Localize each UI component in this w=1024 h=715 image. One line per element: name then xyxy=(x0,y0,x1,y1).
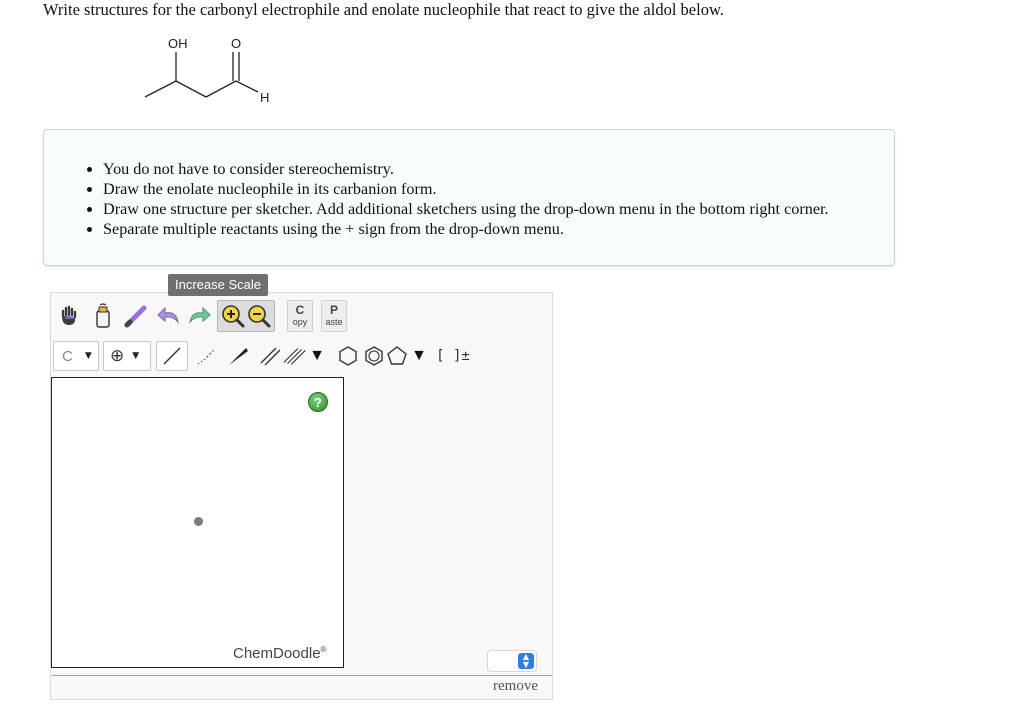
ring-dropdown[interactable] xyxy=(384,341,428,371)
single-bond-icon xyxy=(161,345,183,367)
hand-icon xyxy=(57,304,81,328)
paste-label-top: P xyxy=(329,303,338,317)
bracket-button[interactable] xyxy=(435,341,471,371)
up-down-arrows-icon: ▲ ▼ xyxy=(518,653,534,669)
hand-button[interactable] xyxy=(53,300,85,332)
copy-label-top: C xyxy=(295,303,305,317)
eraser-icon xyxy=(91,303,115,329)
instruction-item: • You do not have to consider stereochemistry. xyxy=(103,159,829,179)
redo-icon xyxy=(186,304,212,328)
eraser-button[interactable] xyxy=(87,300,119,332)
undo-button[interactable] xyxy=(153,300,185,332)
triple-bond-icon xyxy=(281,345,307,367)
help-button[interactable]: ? xyxy=(308,392,328,412)
zoom-out-icon[interactable] xyxy=(246,303,272,329)
increase-scale-tooltip: Increase Scale xyxy=(168,274,268,296)
canvas-cursor-dot xyxy=(194,517,203,526)
question-text: Write structures for the carbonyl electrophile and enolate nucleophile that react to give the aldol below. xyxy=(43,0,724,19)
cyclopentane-icon xyxy=(385,344,409,368)
chemdoodle-brand xyxy=(233,645,326,662)
brand-text: ChemDoodle xyxy=(233,645,321,662)
lasso-icon xyxy=(124,304,150,328)
instruction-item: • Draw the enolate nucleophile in its carbanion form. xyxy=(103,179,829,199)
remove-link[interactable]: remove xyxy=(493,678,538,694)
paste-button[interactable] xyxy=(321,300,347,332)
registered-mark: ® xyxy=(320,645,327,654)
instruction-item: • Separate multiple reactants using the + sign from the drop-down menu. xyxy=(103,219,829,239)
redo-button[interactable] xyxy=(183,300,215,332)
paste-label-bottom: aste xyxy=(325,317,343,327)
aldehyde-h-label: H xyxy=(260,90,270,105)
triple-bond-dropdown[interactable] xyxy=(281,341,325,371)
sketcher-divider xyxy=(52,675,552,676)
instruction-item: • Draw one structure per sketcher. Add additional sketchers using the drop-down menu in the bottom right corner. xyxy=(103,199,829,219)
hashed-bond-icon xyxy=(194,345,218,367)
chevron-down-icon: ▼ xyxy=(84,351,92,361)
bracket-label: [ ]± xyxy=(436,348,470,364)
wedge-bond-icon xyxy=(226,345,250,367)
copy-button[interactable] xyxy=(287,300,313,332)
benzene-icon xyxy=(362,344,386,368)
cyclohexane-icon xyxy=(336,344,360,368)
hashed-bond-button[interactable] xyxy=(190,341,222,371)
element-label: C xyxy=(62,347,73,365)
instructions-panel xyxy=(43,129,895,266)
chevron-down-icon: ▼ xyxy=(309,347,325,364)
zoom-in-icon[interactable] xyxy=(220,303,246,329)
carbonyl-oxygen-label: O xyxy=(231,36,242,51)
lasso-button[interactable] xyxy=(121,300,153,332)
charge-dropdown[interactable] xyxy=(103,341,151,371)
element-dropdown[interactable] xyxy=(53,341,99,371)
double-bond-icon xyxy=(258,345,282,367)
wedge-bond-button[interactable] xyxy=(222,341,254,371)
instructions-list xyxy=(44,159,829,239)
chevron-down-icon: ▼ xyxy=(132,351,140,361)
copy-label-bottom: opy xyxy=(292,317,308,327)
charge-label: ⊕ xyxy=(110,346,125,366)
undo-icon xyxy=(156,304,182,328)
aldol-structure xyxy=(140,34,280,110)
sketcher-count-select[interactable] xyxy=(487,650,537,672)
scale-buttons xyxy=(217,300,275,332)
single-bond-button[interactable] xyxy=(156,341,188,371)
hydroxyl-label: OH xyxy=(168,36,188,51)
chevron-down-icon: ▼ xyxy=(411,347,427,364)
